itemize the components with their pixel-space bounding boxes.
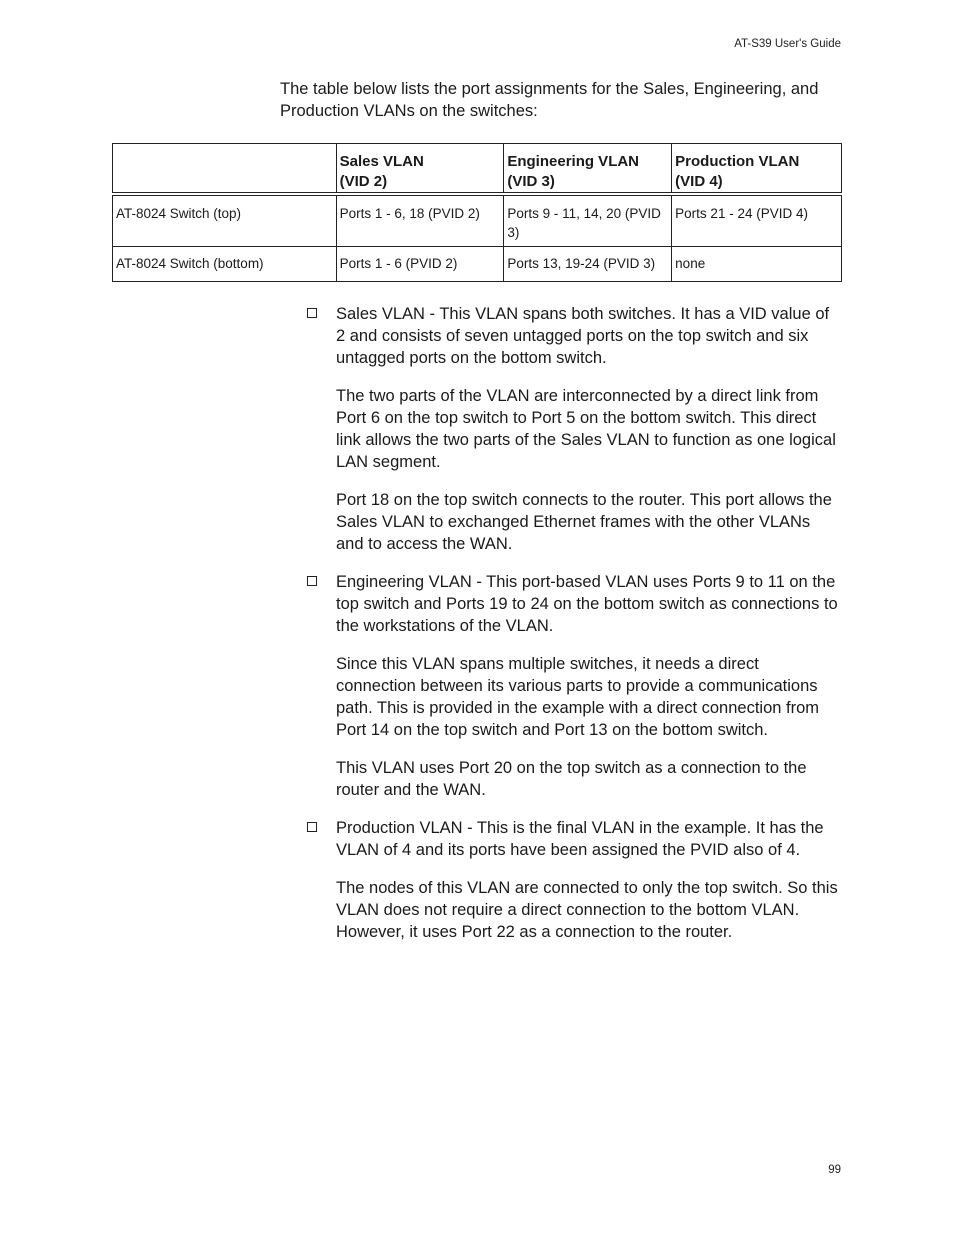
list-item-sales-vlan <box>307 303 842 369</box>
vlan-port-table <box>112 143 842 282</box>
checkbox-bullet-icon <box>307 576 317 586</box>
checkbox-bullet-icon <box>307 822 317 832</box>
header-sales-line1: Sales VLAN <box>339 153 424 170</box>
list-item-production-vlan <box>307 817 842 861</box>
bullet-text: Engineering VLAN - This port-based VLAN uses Ports 9 to 11 on the top switch and Ports 19 to 24 on the bottom switch as connections to the workstations of the VLAN. <box>336 573 838 635</box>
paragraph: The nodes of this VLAN are connected to only the top switch. So this VLAN does not require a direct connection to the bottom VLAN. However, it uses Port 22 as a connection to the router. <box>336 879 838 941</box>
header-cell-production <box>672 144 842 195</box>
table-cell-production: none <box>672 246 842 281</box>
header-cell-empty <box>113 144 337 195</box>
paragraph: Port 18 on the top switch connects to the router. This port allows the Sales VLAN to exchanged Ethernet frames with the other VLANs and to access the WAN. <box>336 491 832 553</box>
table-cell-sales: Ports 1 - 6, 18 (PVID 2) <box>336 194 504 246</box>
list-item-engineering-vlan <box>307 571 842 637</box>
header-production-line1: Production VLAN <box>675 153 800 170</box>
paragraph: This VLAN uses Port 20 on the top switch as a connection to the router and the WAN. <box>336 759 807 799</box>
table-cell-engineering: Ports 9 - 11, 14, 20 (PVID 3) <box>504 194 672 246</box>
header-sales-line2: (VID 2) <box>339 173 388 190</box>
bullet-text: Production VLAN - This is the final VLAN in the example. It has the VLAN of 4 and its ports have been assigned the PVID also of 4. <box>336 819 824 859</box>
paragraph: Since this VLAN spans multiple switches, it needs a direct connection between its various parts to provide a communications path. This is provided in the example with a direct connection from Port 14 on the top switch and Port 13 on the bottom switch. <box>336 655 820 739</box>
table-header-row <box>113 144 842 195</box>
table-cell-production: Ports 21 - 24 (PVID 4) <box>672 194 842 246</box>
checkbox-bullet-icon <box>307 308 317 318</box>
intro-paragraph: The table below lists the port assignments for the Sales, Engineering, and Production VLANs on the switches: <box>280 80 819 120</box>
table-cell-engineering: Ports 13, 19-24 (PVID 3) <box>504 246 672 281</box>
header-engineering-line2: (VID 3) <box>507 173 555 190</box>
table-row <box>113 246 842 281</box>
running-header: AT-S39 User's Guide <box>734 38 841 50</box>
table-cell-switch: AT-8024 Switch (top) <box>113 194 337 246</box>
page-number: 99 <box>828 1164 841 1176</box>
paragraph: The two parts of the VLAN are interconnected by a direct link from Port 6 on the top switch to Port 5 on the bottom switch. This direct link allows the two parts of the Sales VLAN to function as one logical LAN segment. <box>336 387 836 471</box>
header-engineering-line1: Engineering VLAN <box>507 153 640 170</box>
bullet-text: Sales VLAN - This VLAN spans both switches. It has a VID value of 2 and consists of seven untagged ports on the top switch and six untagged ports on the bottom switch. <box>336 305 830 367</box>
header-cell-engineering <box>504 144 672 195</box>
vlan-descriptions <box>307 303 842 959</box>
header-production-line2: (VID 4) <box>675 173 723 190</box>
header-cell-sales <box>336 144 504 195</box>
table-cell-sales: Ports 1 - 6 (PVID 2) <box>336 246 504 281</box>
table-row <box>113 194 842 246</box>
table-cell-switch: AT-8024 Switch (bottom) <box>113 246 337 281</box>
